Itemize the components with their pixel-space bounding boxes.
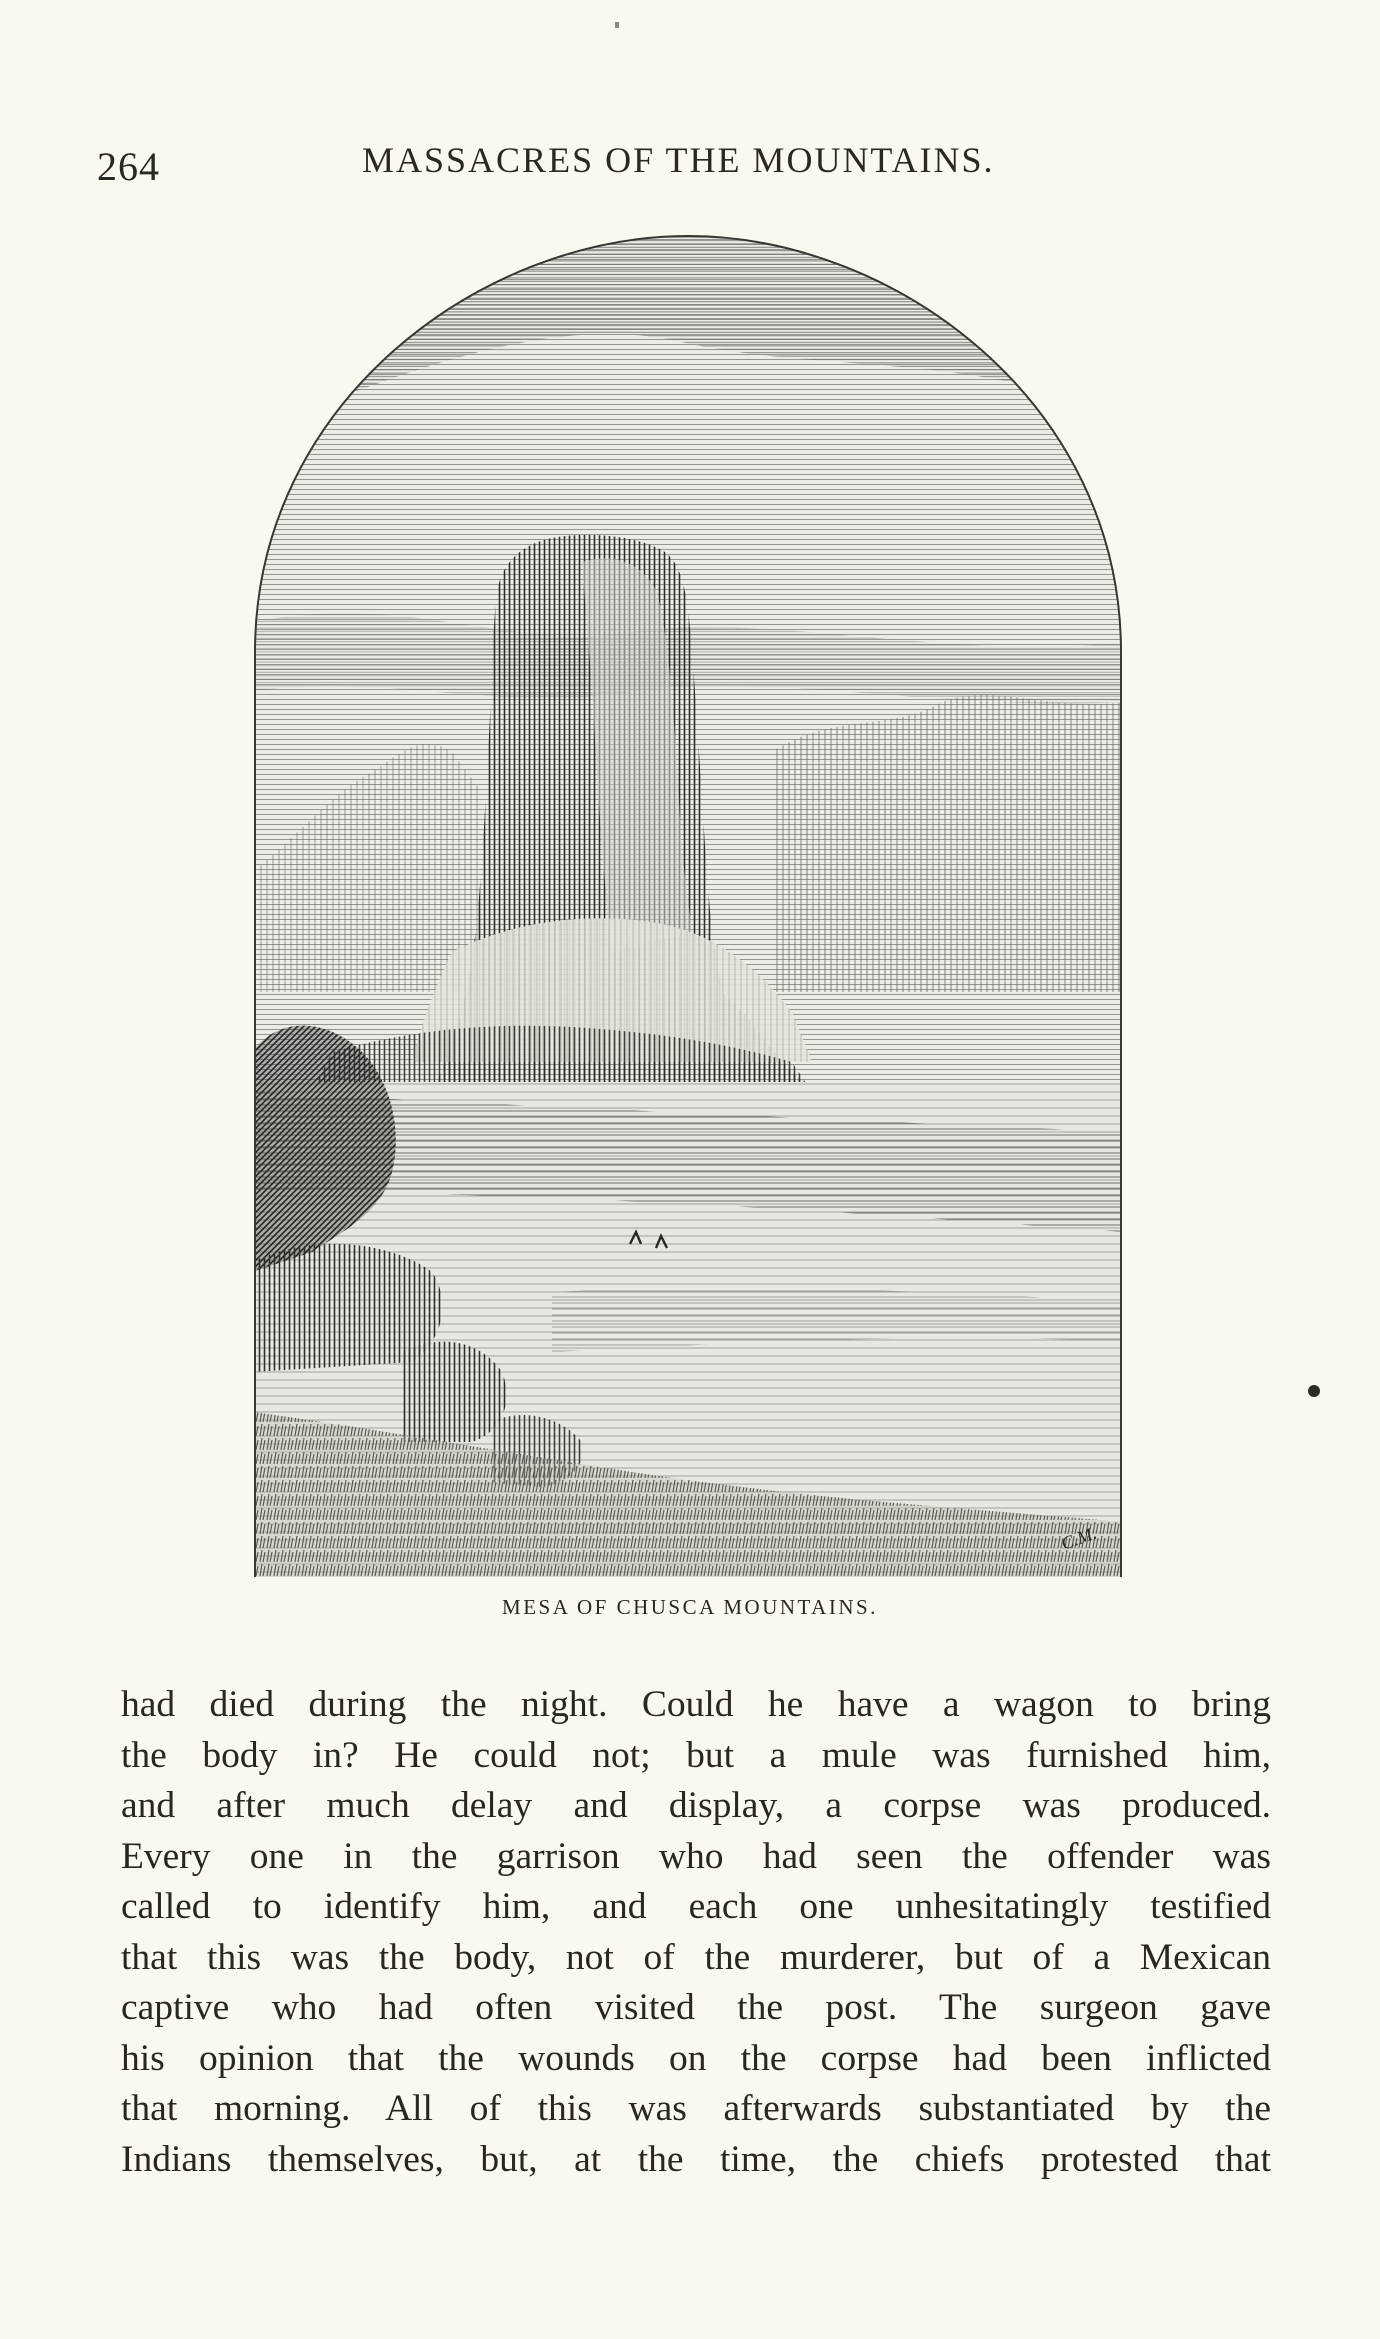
body-paragraph [121, 1680, 1271, 2185]
engraving-mesa-of-chusca-mountains [252, 232, 1124, 1582]
body-line: the body in? He could not; but a mule was furnished him, [121, 1734, 1271, 1776]
body-line: Every one in the garrison who had seen the offender was [121, 1835, 1271, 1877]
body-line: that this was the body, not of the murderer, but of a Mexican [121, 1936, 1271, 1978]
figure-caption: MESA OF CHUSCA MOUNTAINS. [502, 1595, 878, 1619]
body-line: called to identify him, and each one unhesitatingly testified [121, 1886, 1271, 1927]
page-number: 264 [97, 144, 160, 189]
body-line: Indians themselves, but, at the time, the chiefs protested that [121, 2138, 1271, 2180]
body-line: that morning. All of this was afterwards substantiated by the [121, 2088, 1271, 2129]
print-speck [1308, 1385, 1320, 1397]
body-line: his opinion that the wounds on the corpse had been inflicted [121, 2037, 1271, 2079]
engraver-mark: C.M. [1058, 1522, 1100, 1554]
running-head: MASSACRES OF THE MOUNTAINS. [362, 140, 995, 180]
engraving-scene [252, 232, 1124, 1582]
print-speck [615, 22, 619, 28]
body-line: had died during the night. Could he have a wagon to bring [121, 1684, 1271, 1725]
body-line: and after much delay and display, a corpse was produced. [121, 1785, 1271, 1826]
body-line: captive who had often visited the post. The surgeon gave [121, 1987, 1271, 2028]
